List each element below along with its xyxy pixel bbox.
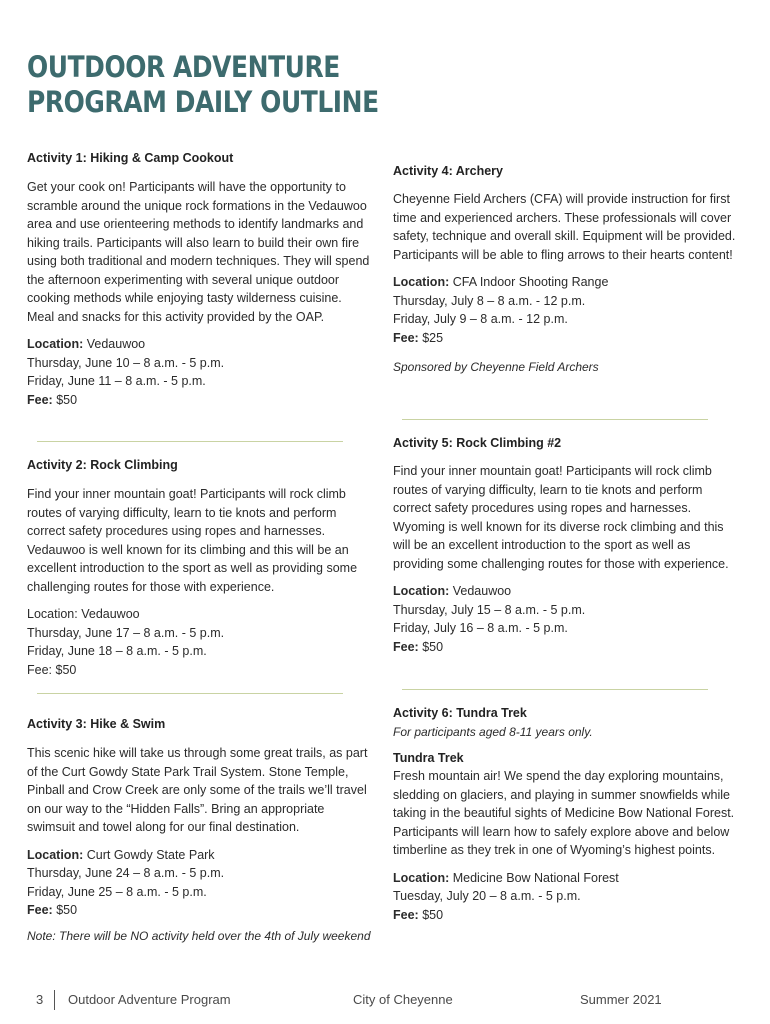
activity-location: Location: Vedauwoo: [27, 337, 146, 351]
activity-date: Friday, June 18 – 8 a.m. - 5 p.m.: [27, 644, 207, 658]
activity-title: Activity 4: Archery: [393, 164, 503, 178]
activity-2: [27, 457, 372, 679]
activity-details: [27, 846, 372, 920]
activity-location: Location: Medicine Bow National Forest: [393, 870, 619, 885]
activity-1: [27, 150, 372, 409]
activity-title: Activity 1: Hiking & Camp Cookout: [27, 151, 234, 165]
page-title-line-1: OUTDOOR ADVENTURE: [27, 50, 340, 84]
activity-date: Thursday, June 24 – 8 a.m. - 5 p.m.: [27, 866, 225, 880]
activity-fee: Fee: $50: [393, 907, 444, 922]
activity-fee: Fee: $50: [27, 903, 78, 917]
activity-note: Note: There will be NO activity held over the 4th of July weekend: [27, 928, 371, 943]
activity-sponsor: Sponsored by Cheyenne Field Archers: [393, 360, 599, 374]
activity-title: Activity 3: Hike & Swim: [27, 717, 166, 731]
activity-4: [393, 163, 743, 375]
activity-6: [393, 705, 748, 924]
divider: [402, 689, 708, 690]
activity-description: Get your cook on! Participants will have the opportunity to scramble around the unique rock formations in the Vedauwoo area and use orienteering methods to identify landmarks and hiking trails. Participants will also learn to build their own fire using both traditional and modern techniques. They will spend the afternoon experimenting with several unique outdoor cooking methods while enjoying tasty wilderness cuisine. Meal and snacks for this activity provided by the OAP.: [27, 180, 370, 324]
page-title: [27, 50, 379, 120]
activity-fee: Fee: $50: [393, 639, 444, 654]
footer-city: City of Cheyenne: [353, 992, 453, 1007]
activity-date: Friday, July 16 – 8 a.m. - 5 p.m.: [393, 621, 568, 635]
activity-age-note: For participants aged 8-11 years only.: [393, 725, 593, 739]
activity-title: Activity 6: Tundra Trek: [393, 706, 527, 720]
activity-subtitle: Tundra Trek: [393, 751, 464, 765]
activity-description: Fresh mountain air! We spend the day exploring mountains, sledding on glaciers, and playing in summer snowfields while taking in the beautiful sights of Medicine Bow National Forest. Participants will learn how to safely explore above and below timberline as they trek in one of Wyoming’s highest points.: [393, 769, 735, 857]
activity-details: [393, 273, 743, 347]
activity-details: [27, 605, 372, 679]
activity-date: Friday, June 11 – 8 a.m. - 5 p.m.: [27, 374, 206, 388]
activity-location: Location: CFA Indoor Shooting Range: [393, 275, 609, 289]
activity-3: [27, 716, 372, 944]
activity-date: Tuesday, July 20 – 8 a.m. - 5 p.m.: [393, 889, 581, 903]
activity-location: Location: Vedauwoo: [27, 607, 140, 621]
activity-description: This scenic hike will take us through some great trails, as part of the Curt Gowdy State Park Trail System. Stone Temple, Pinball and Crow Creek are only some of the trails we’ll travel on our way to the “Hidden Falls”. Bring an appropriate swimsuit and towel along for our final destination.: [27, 746, 368, 834]
activity-date: Friday, June 25 – 8 a.m. - 5 p.m.: [27, 884, 207, 899]
activity-description: Find your inner mountain goat! Participants will rock climb routes of varying difficulty, learn to tie knots and perform correct safety procedures using ropes and harnesses. Wyoming is well known for its diverse rock climbing and this will be an excellent introduction to the sport as well as providing some challenging routes for those with experience.: [393, 464, 729, 571]
activity-date: Thursday, July 8 – 8 a.m. - 12 p.m.: [393, 293, 586, 308]
activity-fee: Fee: $50: [27, 392, 78, 407]
activity-details: [393, 582, 743, 656]
activity-date: Thursday, July 15 – 8 a.m. - 5 p.m.: [393, 602, 586, 617]
divider: [37, 693, 343, 694]
activity-date: Thursday, June 17 – 8 a.m. - 5 p.m.: [27, 625, 225, 640]
activity-5: [393, 435, 743, 656]
activity-location: Location: Vedauwoo: [393, 584, 512, 598]
activity-details: [393, 869, 748, 925]
activity-date: Thursday, June 10 – 8 a.m. - 5 p.m.: [27, 355, 225, 370]
activity-title: Activity 2: Rock Climbing: [27, 458, 178, 472]
activity-date: Friday, July 9 – 8 a.m. - 12 p.m.: [393, 312, 568, 326]
activity-description: Cheyenne Field Archers (CFA) will provide instruction for first time and experienced archers. These professionals will cover safety, technique and overall skill. Equipment will be provided. Participants will be able to fling arrows to their hearts content!: [393, 192, 736, 262]
divider: [402, 419, 708, 420]
activity-title: Activity 5: Rock Climbing #2: [393, 436, 562, 450]
footer-page-number: 3: [36, 992, 44, 1007]
activity-details: [27, 335, 372, 409]
activity-location: Location: Curt Gowdy State Park: [27, 847, 215, 862]
activity-fee: Fee: $50: [27, 662, 77, 677]
activity-description: Find your inner mountain goat! Participants will rock climb routes of varying difficulty, learn to tie knots and perform correct safety procedures using ropes and harnesses. Vedauwoo is well known for its climbing and this will be an excellent introduction to the sport as well as providing some challenging routes for those with experience.: [27, 487, 358, 594]
footer-season: Summer 2021: [580, 992, 662, 1007]
activity-fee: Fee: $25: [393, 330, 444, 345]
divider: [37, 441, 343, 442]
footer-separator: [54, 990, 55, 1010]
page-title-line-2: PROGRAM DAILY OUTLINE: [27, 85, 379, 119]
footer-program: Outdoor Adventure Program: [68, 992, 231, 1007]
